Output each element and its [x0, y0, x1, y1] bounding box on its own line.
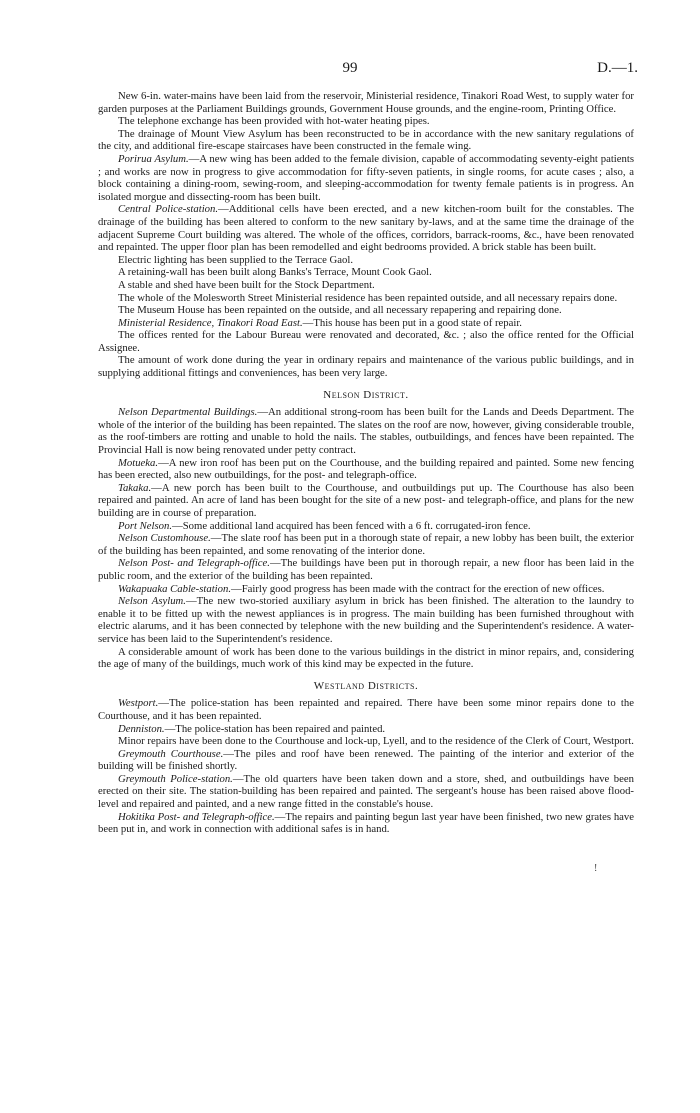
paragraph [98, 697, 634, 722]
section-wellington [98, 90, 634, 380]
paragraph-lead: Westport. [118, 697, 159, 710]
paragraph [98, 482, 634, 520]
paragraph-text: —The piles and roof have been renewed. The painting of the interior and exterior of the building will be finished shortly. [98, 747, 634, 773]
paragraph [98, 646, 634, 671]
paragraph-text: —Fairly good progress has been made with the contract for the erection of new offices. [231, 582, 605, 595]
paragraph-lead: Nelson Asylum. [118, 595, 186, 608]
paragraph-text: —Additional cells have been erected, and a new kitchen-room built for the constables. The drainage of the building has been altered to conform to the new sanitary by-laws, and at the same time the drainage of the adjacent Supreme Court building was altered. The whole of the offices, corridors, barrack-rooms, &c., have been renovated and repainted. The upper floor plan has been remodelled and eight bedrooms provided. A brick stable has been built. [98, 203, 634, 254]
paragraph [98, 279, 634, 292]
paragraph [98, 457, 634, 482]
paragraph [98, 406, 634, 456]
paragraph [98, 735, 634, 748]
paragraph [98, 354, 634, 379]
paragraph [98, 153, 634, 203]
paragraph-text: —The slate roof has been put in a thorough state of repair, a new lobby has been built, the exterior of the building has been repainted, and some renovating of the interior done. [98, 532, 634, 557]
paragraph-text: Electric lighting has been supplied to the Terrace Gaol. [118, 253, 353, 266]
paragraph [98, 90, 634, 115]
paragraph-lead: Porirua Asylum. [118, 152, 189, 165]
section-westland [98, 697, 634, 836]
paragraph-lead: Wakapuaka Cable-station. [118, 582, 232, 595]
page-number: 99 [342, 60, 358, 76]
paragraph-lead: Port Nelson. [118, 519, 173, 532]
section-nelson [98, 406, 634, 670]
paragraph-text: —The police-station has been repaired and painted. [164, 722, 386, 735]
paragraph [98, 723, 634, 736]
paragraph-lead: Motueka. [118, 456, 159, 469]
paragraph-lead: Ministerial Residence, Tinakori Road East. [118, 316, 303, 329]
paragraph [98, 748, 634, 773]
paragraph-text: Minor repairs have been done to the Courthouse and lock-up, Lyell, and to the residence of the Clerk of Court, Westport. [118, 735, 634, 748]
paragraph-text: The Museum House has been repainted on the outside, and all necessary repapering and repairing done. [118, 304, 562, 317]
paragraph [98, 557, 634, 582]
paragraph [98, 595, 634, 645]
paragraph-text: —The repairs and painting begun last year have been finished, two new grates have been put in, and work in connection with additional safes is in hand. [98, 810, 634, 836]
paragraph-text: The drainage of Mount View Asylum has been reconstructed to be in accordance with the new sanitary regulations of the city, and additional fire-escape staircases have been constructed in the female wing. [98, 127, 634, 153]
paragraph [98, 583, 634, 596]
paragraph [98, 254, 634, 267]
paragraph-text: The offices rented for the Labour Bureau were renovated and decorated, &c. ; also the office rented for the Official Assignee. [98, 329, 634, 354]
paragraph-text: —This house has been put in a good state of repair. [302, 316, 522, 329]
paragraph-text: —The police-station has been repainted and repaired. There have been some minor repairs done to the Courthouse, and it has been repainted. [98, 697, 634, 722]
paragraph-text: —An additional strong-room has been built for the Lands and Deeds Department. The whole of the interior of the building has been repainted. The slates on the roof are now, however, giving considerable trouble, as the roof-timbers are rotting and unable to hold the nails. The stables, outbuildings, and fences have been repainted. The Provincial Hall is now being renovated under petty contract. [98, 406, 634, 457]
paragraph-text: A retaining-wall has been built along Banks's Terrace, Mount Cook Gaol. [118, 266, 432, 279]
paragraph [98, 128, 634, 153]
paragraph [98, 203, 634, 253]
paragraph-lead: Nelson Customhouse. [118, 532, 211, 545]
paragraph-text: The whole of the Molesworth Street Ministerial residence has been repainted outside, and all necessary repairs done. [118, 291, 618, 304]
body-text [98, 90, 634, 836]
paragraph-text: New 6-in. water-mains have been laid from the reservoir, Ministerial residence, Tinakori Road West, to supply water for garden purposes at the Parliament Buildings grounds, Government House grounds, and the engine-room, Printing Office. [98, 90, 634, 115]
paragraph [98, 266, 634, 279]
paragraph-lead: Hokitika Post- and Telegraph-office. [118, 810, 275, 823]
paragraph-lead: Nelson Departmental Buildings. [118, 406, 258, 419]
heading-westland-districts: Westland Districts. [313, 679, 419, 692]
paragraph-text: —The new two-storied auxiliary asylum in brick has been finished. The alteration to the laundry to enable it to be fitted up with the newest appliances is in progress. The main building has been furnished throughout with electric alarums, and it has been connected by telephone with the new building and the Superintendent's residence. A water-service has been laid to the Superintendent's residence. [98, 595, 634, 645]
paragraph-text: The amount of work done during the year in ordinary repairs and maintenance of the various public buildings, and in supplying additional fittings and conveniences, has been very large. [98, 354, 634, 380]
paragraph-lead: Central Police-station. [118, 203, 219, 216]
document-reference: D.—1. [597, 60, 638, 76]
paragraph-text: —The old quarters have been taken down and a store, shed, and outbuildings have been erected on their site. The station-building has been repaired and painted. The sergeant's house has been raised above flood-level and repaired and painted, and a new range fitted in the constable's house. [98, 772, 634, 811]
paragraph [98, 329, 634, 354]
paragraph [98, 532, 634, 557]
paragraph-text: A stable and shed have been built for the Stock Department. [118, 278, 375, 291]
paragraph-lead: Greymouth Courthouse. [118, 747, 224, 760]
heading-nelson-district: Nelson District. [323, 388, 409, 401]
paragraph-text: —Some additional land acquired has been fenced with a 6 ft. corrugated-iron fence. [172, 519, 531, 532]
paragraph-lead: Takaka. [118, 481, 152, 494]
paragraph-text: —The buildings have been put in thorough repair, a new floor has been laid in the public room, and the exterior of the building has been repainted. [98, 557, 634, 582]
paragraph [98, 317, 634, 330]
paragraph-lead: Denniston. [118, 722, 165, 735]
paragraph [98, 115, 634, 128]
paragraph-lead: Nelson Post- and Telegraph-office. [118, 557, 270, 570]
paragraph-text: —A new porch has been built to the Courthouse, and outbuildings put up. The Courthouse has also been repaired and painted. An acre of land has been bought for the site of a new post- and telegraph-office, and plans for the new building are in course of preparation. [98, 481, 634, 519]
paragraph-lead: Greymouth Police-station. [118, 772, 233, 785]
margin-mark: ! [594, 863, 598, 874]
paragraph [98, 292, 634, 305]
paragraph-text: A considerable amount of work has been done to the various buildings in the district in minor repairs, and, considering the age of many of the buildings, much work of this kind may be expected in the future. [98, 645, 634, 671]
paragraph [98, 773, 634, 811]
paragraph [98, 811, 634, 836]
paragraph-text: The telephone exchange has been provided with hot-water heating pipes. [118, 115, 430, 128]
paragraph [98, 520, 634, 533]
paragraph [98, 304, 634, 317]
paragraph-text: —A new iron roof has been put on the Courthouse, and the building repaired and painted. Some new fencing has been erected, also new outbuildings, for the post- and telegraph-office. [98, 456, 634, 482]
paragraph-text: —A new wing has been added to the female division, capable of accommodating seventy-eight patients ; and works are now in progress to give accommodation for fifty-seven patients, in single rooms, for acute cases ; also, a block containing a dining-room, sewing-room, and sleeping-accommodation for twenty female patients is in progress. An isolated morgue and dissecting-room has been built. [98, 152, 634, 203]
